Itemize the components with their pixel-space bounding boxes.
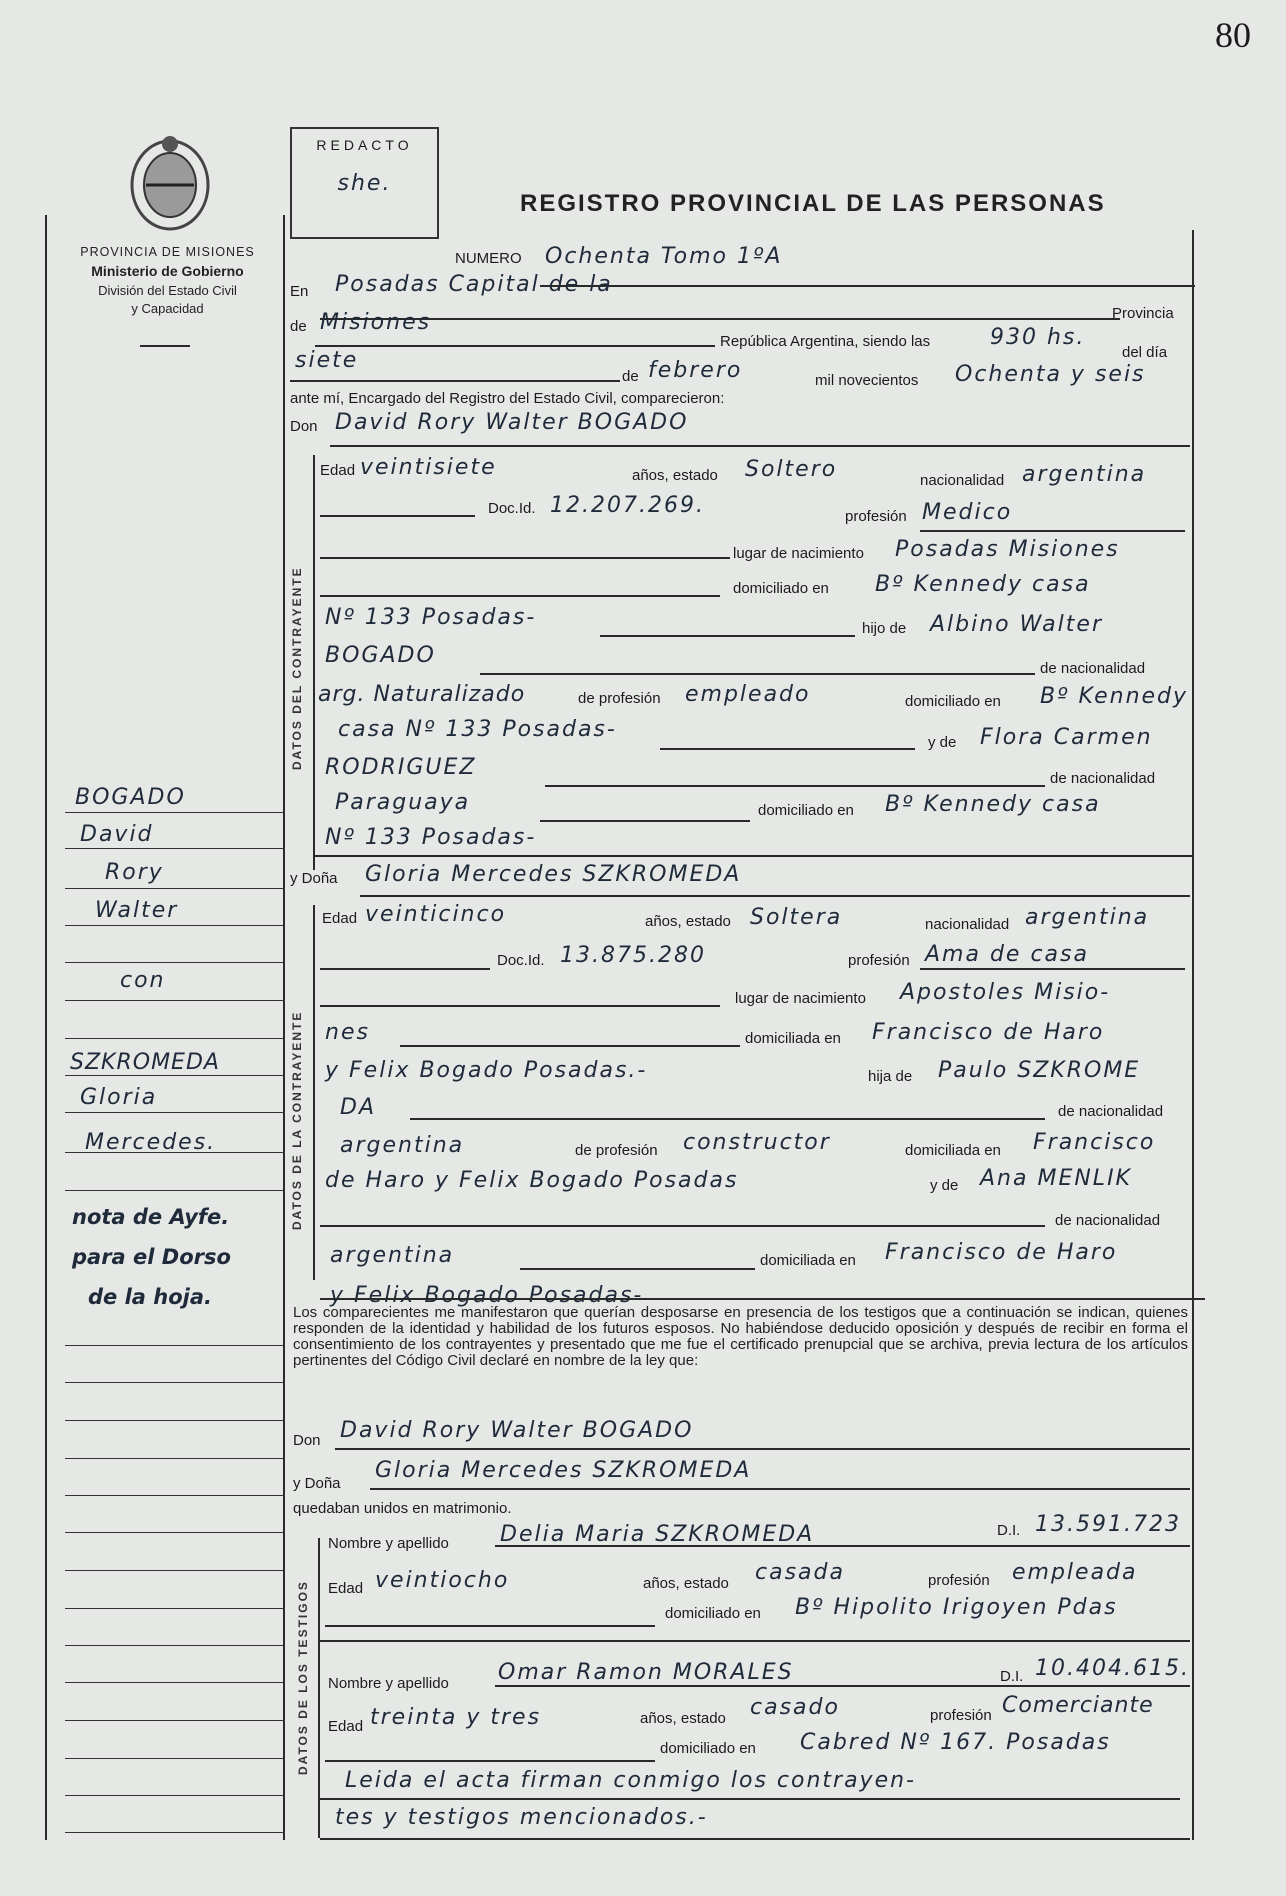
rule (495, 1545, 1190, 1547)
margin-rule (65, 1682, 285, 1683)
w2-prof: Comerciante (1002, 1693, 1154, 1718)
closing-line2: tes y testigos mencionados.- (335, 1805, 708, 1830)
decl-don-label: Don (293, 1432, 321, 1449)
rule (325, 1625, 655, 1627)
margin-rule (65, 1000, 285, 1001)
de2-label: de (622, 368, 639, 385)
margin-rule (65, 1720, 285, 1721)
rule (320, 1798, 1180, 1800)
w1-di-label: D.I. (997, 1522, 1021, 1539)
quedaban-label: quedaban unidos en matrimonio. (293, 1500, 512, 1517)
bride-lugar1: Apostoles Misio- (900, 980, 1111, 1005)
groom-mother-nac-label: de nacionalidad (1050, 770, 1156, 787)
margin-rule (65, 1075, 285, 1076)
groom-edad-label: Edad (320, 462, 356, 479)
w2-prof-label: profesión (930, 1707, 992, 1724)
w2-anos-label: años, estado (640, 1710, 726, 1727)
groom-nac: argentina (1022, 462, 1147, 487)
page-number: 80 (1215, 15, 1251, 55)
bride-doc: 13.875.280 (560, 943, 706, 968)
rule (320, 1838, 1190, 1840)
bride-nac: argentina (1025, 905, 1150, 930)
bride-doc-label: Doc.Id. (497, 952, 545, 969)
margin-rule (65, 1112, 285, 1113)
rule (320, 515, 475, 517)
bride-mother-dom1: Francisco de Haro (885, 1240, 1118, 1265)
groom-father-nac-label: de nacionalidad (1040, 660, 1146, 677)
groom-lugar-label: lugar de nacimiento (733, 545, 864, 562)
groom-dom1: Bº Kennedy casa (875, 572, 1091, 597)
bride-name: Gloria Mercedes SZKROMEDA (365, 862, 742, 887)
margin-con: con (120, 968, 166, 993)
witness-section-border (318, 1538, 320, 1838)
witness-section-label: DATOS DE LOS TESTIGOS (296, 1580, 310, 1775)
groom-father-dom2: casa Nº 133 Posadas- (338, 717, 617, 742)
en-label: En (290, 283, 309, 300)
groom-estado: Soltero (745, 457, 838, 482)
rule (315, 345, 715, 347)
bride-nac-label: nacionalidad (925, 916, 1010, 933)
bride-father-nac: argentina (340, 1133, 465, 1158)
bride-y-de-label: y de (930, 1177, 959, 1194)
hora-value: 930 hs. (990, 325, 1086, 350)
province-label: PROVINCIA DE MISIONES (80, 245, 255, 259)
groom-dom-label: domiciliado en (733, 580, 829, 597)
groom-age: veintisiete (360, 455, 497, 480)
division-label: División del Estado Civil (98, 283, 237, 298)
margin-note1: nota de Ayfe. (72, 1205, 230, 1229)
margin-bride-name2: Mercedes. (85, 1130, 217, 1155)
margin-name3: Walter (95, 898, 179, 923)
rule (545, 785, 1045, 787)
w2-dom: Cabred Nº 167. Posadas (800, 1730, 1111, 1755)
de-value: Misiones (320, 310, 432, 335)
bride-lugar2: nes (325, 1020, 370, 1045)
margin-surname: BOGADO (75, 785, 186, 810)
bride-mother: Ana MENLIK (980, 1166, 1132, 1191)
bride-father1: Paulo SZKROME (938, 1058, 1141, 1083)
groom-mother-nac: Paraguaya (335, 790, 471, 815)
rule (360, 895, 1190, 897)
page-title: REGISTRO PROVINCIAL DE LAS PERSONAS (520, 190, 1106, 217)
groom-anos-label: años, estado (632, 467, 718, 484)
groom-father-prof: empleado (685, 682, 811, 707)
margin-rule (65, 888, 285, 889)
stamp-value: she. (337, 171, 392, 196)
rule (313, 855, 1193, 857)
bride-dom1: Francisco de Haro (872, 1020, 1105, 1045)
w2-di-label: D.I. (1000, 1668, 1024, 1685)
decl-groom: David Rory Walter BOGADO (340, 1418, 694, 1443)
rule (540, 285, 1195, 287)
w1-prof: empleada (1012, 1560, 1138, 1585)
rule (600, 635, 855, 637)
w1-estado: casada (755, 1560, 845, 1585)
rule (410, 1118, 1045, 1120)
bride-dom2: y Felix Bogado Posadas.- (325, 1058, 648, 1083)
groom-father-dom1: Bº Kennedy (1040, 684, 1189, 709)
bride-prof-label: profesión (848, 952, 910, 969)
rule (320, 1298, 1205, 1300)
margin-bride-name1: Gloria (80, 1085, 158, 1110)
divider (140, 345, 190, 347)
mes-value: febrero (648, 358, 743, 383)
w1-prof-label: profesión (928, 1572, 990, 1589)
bride-age: veinticinco (365, 902, 507, 927)
margin-rule (65, 812, 285, 813)
rule (320, 595, 720, 597)
margin-rule (65, 1420, 285, 1421)
bride-estado: Soltera (750, 905, 843, 930)
hija-de-label: hija de (868, 1068, 913, 1085)
w1-dom: Bº Hipolito Irigoyen Pdas (795, 1595, 1118, 1620)
margin-rule (65, 1152, 285, 1153)
groom-father-nac: arg. Naturalizado (318, 682, 526, 707)
bride-edad-label: Edad (322, 910, 358, 927)
redacto-stamp (290, 127, 439, 239)
bride-anos-label: años, estado (645, 913, 731, 930)
w2-dom-label: domiciliado en (660, 1740, 756, 1757)
margin-rule (65, 1608, 285, 1609)
rule (320, 557, 730, 559)
w2-estado: casado (750, 1695, 840, 1720)
groom-nac-label: nacionalidad (920, 472, 1005, 489)
left-border (45, 215, 47, 1840)
margin-rule (65, 1645, 285, 1646)
rule (320, 318, 1120, 320)
rule (400, 1045, 740, 1047)
w2-name: Omar Ramon MORALES (498, 1660, 794, 1685)
w1-anos-label: años, estado (643, 1575, 729, 1592)
bride-father-nac-label: de nacionalidad (1058, 1103, 1164, 1120)
margin-name2: Rory (105, 860, 164, 885)
de-label: de (290, 318, 307, 335)
anio-value: Ochenta y seis (955, 362, 1146, 387)
rule (540, 820, 750, 822)
margin-rule (65, 1495, 285, 1496)
groom-section-border (313, 455, 315, 870)
dia-value: siete (295, 348, 359, 373)
rule (335, 1448, 1190, 1450)
margin-rule (65, 848, 285, 849)
margin-rule (65, 1758, 285, 1759)
bride-father-prof: constructor (683, 1130, 831, 1155)
groom-lugar: Posadas Misiones (895, 537, 1120, 562)
rule (660, 748, 915, 750)
margin-rule (65, 1382, 285, 1383)
groom-mother2: RODRIGUEZ (325, 755, 477, 780)
ante-mi-label: ante mí, Encargado del Registro del Estado Civil, comparecieron: (290, 390, 725, 407)
groom-section-label: DATOS DEL CONTRAYENTE (290, 566, 304, 770)
bride-lugar-label: lugar de nacimiento (735, 990, 866, 1007)
bride-mother-nac-label: de nacionalidad (1055, 1212, 1161, 1229)
groom-doc: 12.207.269. (550, 493, 705, 518)
margin-note2: para el Dorso (72, 1245, 231, 1269)
mil-label: mil novecientos (815, 372, 919, 389)
margin-rule (65, 1832, 285, 1833)
rule (320, 968, 490, 970)
margin-rule (65, 925, 285, 926)
margin-rule (65, 962, 285, 963)
coat-of-arms-emblem (120, 130, 220, 235)
groom-father2: BOGADO (325, 643, 436, 668)
bride-section-label: DATOS DE LA CONTRAYENTE (290, 1010, 304, 1230)
rule (330, 445, 1190, 447)
groom-prof: Medico (922, 500, 1013, 525)
rule (320, 1005, 720, 1007)
groom-mother-dom2: Nº 133 Posadas- (325, 825, 537, 850)
margin-rule (65, 1532, 285, 1533)
bride-dom-label: domiciliada en (745, 1030, 841, 1047)
groom-father-prof-label: de profesión (578, 690, 661, 707)
w1-edad-label: Edad (328, 1580, 364, 1597)
w2-age: treinta y tres (370, 1705, 542, 1730)
bride-father-dom1: Francisco (1033, 1130, 1156, 1155)
don-label: Don (290, 418, 318, 435)
w2-edad-label: Edad (328, 1718, 364, 1735)
provincia-label: Provincia (1112, 305, 1174, 322)
rule (318, 1640, 1190, 1642)
groom-mother1: Flora Carmen (980, 725, 1153, 750)
decl-bride: Gloria Mercedes SZKROMEDA (375, 1458, 752, 1483)
en-value: Posadas Capital de la (335, 272, 613, 297)
rule (520, 1268, 755, 1270)
rule (325, 1760, 655, 1762)
rule (320, 1225, 1045, 1227)
margin-rule (65, 1458, 285, 1459)
numero-label: NUMERO (455, 250, 522, 267)
bride-father-dom-label: domiciliada en (905, 1142, 1001, 1159)
closing-line1: Leida el acta firman conmigo los contrayen- (345, 1768, 916, 1793)
w2-nombre-label: Nombre y apellido (328, 1675, 449, 1692)
dona-label: y Doña (290, 870, 338, 887)
bride-father2: DA (340, 1095, 376, 1120)
stamp-label: REDACTO (316, 137, 413, 153)
rule (920, 968, 1185, 970)
margin-rule (65, 1345, 285, 1346)
groom-father1: Albino Walter (930, 612, 1103, 637)
bride-mother-dom-label: domiciliada en (760, 1252, 856, 1269)
bride-section-border (313, 905, 315, 1280)
groom-name: David Rory Walter BOGADO (335, 410, 689, 435)
division-label-2: y Capacidad (131, 301, 204, 316)
margin-rule (65, 1038, 285, 1039)
groom-mother-dom1: Bº Kennedy casa (885, 792, 1101, 817)
groom-dom2: Nº 133 Posadas- (325, 605, 537, 630)
republica-label: República Argentina, siendo las (720, 333, 931, 350)
groom-doc-label: Doc.Id. (488, 500, 536, 517)
declaration-paragraph: Los comparecientes me manifestaron que querían desposarse en presencia de los testigos que a continuación se indican, quienes responden de la identidad y habilidad de los futuros esposos. No habiéndose deducido oposición y después de recibir en forma el consentimiento de los contrayentes y presentado que me fue el certificado prenupcial que se archiva, previa lectura de los artículos pertinentes del Código Civil declaré en nombre de la ley que: (293, 1304, 1188, 1369)
y-de-label: y de (928, 734, 957, 751)
del-dia-label: del día (1122, 344, 1168, 361)
groom-mother-dom-label: domiciliado en (758, 802, 854, 819)
margin-note3: de la hoja. (88, 1285, 212, 1309)
hijo-de-label: hijo de (862, 620, 907, 637)
rule (480, 673, 1035, 675)
groom-father-dom-label: domiciliado en (905, 693, 1001, 710)
rule (495, 1685, 1190, 1687)
w1-di: 13.591.723 (1035, 1512, 1181, 1537)
w1-age: veintiocho (375, 1568, 510, 1593)
margin-rule (65, 1190, 285, 1191)
w1-name: Delia Maria SZKROMEDA (500, 1522, 815, 1547)
rule (920, 530, 1185, 532)
rule (370, 1488, 1190, 1490)
w1-dom-label: domiciliado en (665, 1605, 761, 1622)
decl-dona-label: y Doña (293, 1475, 341, 1492)
numero-value: Ochenta Tomo 1ºA (545, 244, 783, 269)
bride-prof: Ama de casa (925, 942, 1089, 967)
bride-father-dom2: de Haro y Felix Bogado Posadas (325, 1168, 739, 1193)
margin-name1: David (80, 822, 154, 847)
bride-mother-nac: argentina (330, 1243, 455, 1268)
w1-nombre-label: Nombre y apellido (328, 1535, 449, 1552)
margin-rule (65, 1795, 285, 1796)
ministry-label: Ministerio de Gobierno (91, 263, 244, 279)
bride-mother-dom2: y Felix Bogado Posadas- (330, 1283, 644, 1308)
rule (290, 380, 620, 382)
margin-bride-surname: SZKROMEDA (70, 1050, 220, 1075)
middle-border (283, 215, 285, 1840)
bride-father-prof-label: de profesión (575, 1142, 658, 1159)
right-border (1192, 230, 1194, 1840)
w2-di: 10.404.615. (1035, 1656, 1190, 1681)
groom-prof-label: profesión (845, 508, 907, 525)
margin-rule (65, 1570, 285, 1571)
